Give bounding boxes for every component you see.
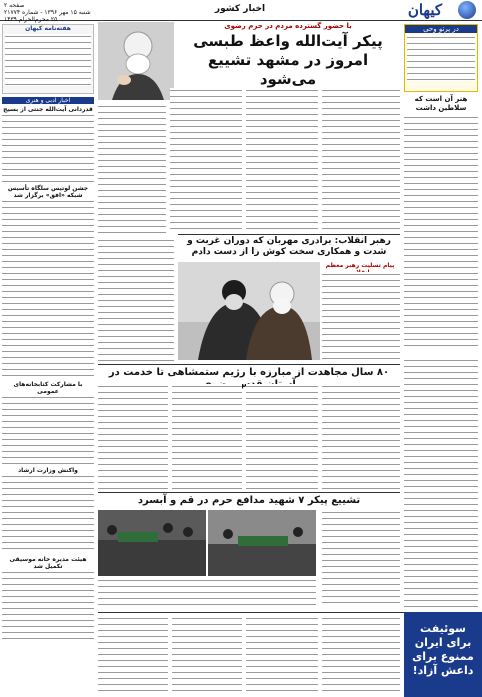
logo: کیهان: [407, 1, 442, 19]
right-box-title: هنر آن است که سلاطین داشت: [414, 95, 468, 112]
bottom-right-box: [404, 612, 482, 697]
story4-headline: تشییع پیکر ۷ شهید مدافع حرم در قم و آبسرد: [137, 495, 361, 506]
cleric-photo-image: [98, 22, 174, 100]
weekly-box: [2, 24, 94, 94]
story3-col-1: [98, 384, 168, 490]
story2-text: [322, 272, 400, 362]
divider-3: [98, 492, 400, 493]
bottom-col-3: [246, 616, 318, 692]
martyrs-photo-2: [208, 510, 316, 576]
weekly-box-text: [5, 34, 91, 86]
story3-headline: ۸۰ سال مجاهدت از مبارزه با رژیم ستمشاهی تا خدمت در: [108, 367, 390, 378]
bottom-right-headline: سوئیفت برای ایران ممنوع برای داعش آزاد!: [412, 622, 474, 677]
story3-col-3: [246, 384, 318, 490]
story2-left-text: [98, 238, 174, 362]
martyrs-photo-1-image: [98, 510, 206, 576]
wisdom-box: [404, 24, 478, 92]
main-text-col-1: [98, 104, 166, 234]
arts-item-4: واکنش وزارت ارشاد: [18, 467, 78, 474]
bottom-col-4: [322, 616, 400, 692]
right-column: [404, 24, 478, 354]
arts-item-2: جشن لوتیس سلگاه تأسیس شبکه «افق» برگزار شد: [7, 185, 89, 199]
section-title: اخبار کشور: [214, 4, 266, 14]
main-headline: پیکر آیت‌الله واعظ طبسی امروز در مشهد تشییع می‌شود: [193, 32, 383, 88]
martyrs-photo-1: [98, 510, 206, 576]
main-text-col-2: [170, 88, 242, 234]
leader-photo: [178, 262, 320, 360]
story3-col-4: [322, 384, 400, 490]
right-column-text: [404, 115, 478, 347]
globe-icon: [458, 1, 476, 19]
arts-item-1: قدردانی آیت‌الله جنتی از بسیج: [3, 106, 93, 113]
story2-headline: رهبر انقلاب: برادری مهربان که دوران غربت و شدت و همکاری سخت کوش را از دست دادم: [187, 236, 391, 257]
arts-item-4-text: [2, 474, 94, 554]
story2-kicker: پیام تسلیت رهبر معظم: [325, 262, 395, 269]
story4-text: [322, 510, 400, 606]
masthead: [0, 0, 482, 21]
bottom-col-2: [172, 616, 242, 692]
arts-item-3-text: [2, 395, 94, 465]
bottom-col-1: [98, 616, 168, 692]
leader-photo-image: [178, 262, 320, 360]
main-text-col-4: [322, 88, 400, 234]
left-sidebar: [2, 24, 94, 692]
arts-item-2-text: [2, 199, 94, 379]
arts-news-label: اخبار ادبی و هنری: [2, 97, 94, 104]
arts-item-3: با مشارکت کتابخانه‌های عمومی: [13, 381, 83, 395]
divider-2: [98, 364, 400, 365]
cleric-photo: [98, 22, 174, 100]
wisdom-box-text: [407, 35, 475, 81]
arts-item-5-text: [2, 570, 94, 640]
arts-item-5: هیئت مدیره خانه موسیقی تکمیل شد: [9, 556, 87, 570]
weekly-box-title: هفته‌نامه کیهان: [25, 25, 71, 32]
page-number: صفحه ۲ شنبه ۱۵ مهر ۱۳۹۶ - شماره ۲۱۷۷۴ ۲۵ محرم‌الحرام ۱۴۳۹: [4, 2, 91, 23]
main-text-col-3: [246, 88, 318, 234]
main-story-header: [178, 22, 398, 89]
arts-item-1-text: [2, 113, 94, 183]
story4-bottom-text: [98, 578, 316, 610]
story3-col-2: [172, 384, 242, 490]
wisdom-box-label: در پرتو وحی: [405, 25, 477, 33]
martyrs-photo-2-image: [208, 510, 316, 576]
main-kicker: با حضور گسترده مردم در حرم رضوی: [224, 22, 352, 30]
divider-1: [178, 234, 400, 235]
right-long-text: [404, 358, 478, 608]
